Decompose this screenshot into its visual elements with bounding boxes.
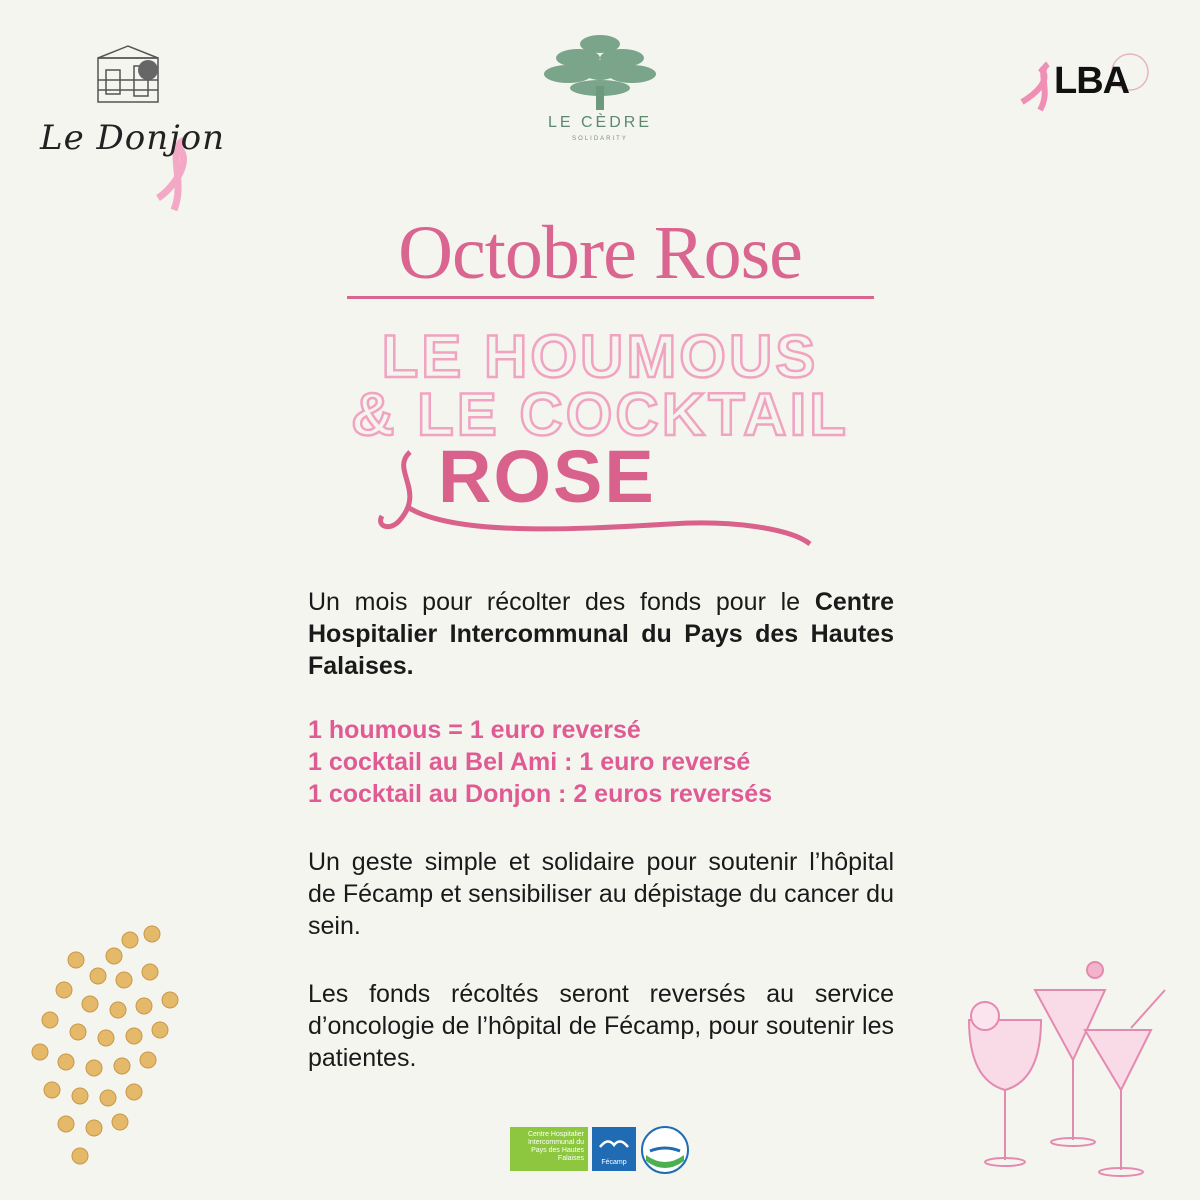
- logo-le-cedre: [530, 30, 670, 150]
- page-title: Octobre Rose: [398, 211, 802, 295]
- logo-lba: [1018, 50, 1158, 120]
- seagull-icon: [592, 1127, 636, 1157]
- intro-bold-text: Centre Hospitalier Intercommunal du Pays des Hautes Falaises.: [308, 588, 894, 680]
- paragraph-solidarity: Un geste simple et solidaire pour soutenir l’hôpital de Fécamp et sensibiliser au dépistage du cancer du sein.: [308, 848, 894, 940]
- chi-logo: Centre Hospitalier Intercommunal du Pays des Hautes Falaises: [510, 1127, 588, 1171]
- donation-list: [308, 714, 894, 810]
- intro-paragraph: [308, 586, 894, 682]
- donjon-logo-text: Le Donjon: [40, 118, 226, 158]
- fecamp-logo-text: Fécamp: [601, 1159, 627, 1166]
- paragraph-funds: Les fonds récoltés seront reversés au service d’oncologie de l’hôpital de Fécamp, pour soutenir les patientes.: [308, 980, 894, 1072]
- fecamp-logo: [592, 1127, 636, 1171]
- seal-logo: [640, 1125, 690, 1175]
- lba-logo-text: LBA: [1054, 60, 1130, 102]
- subtitle-line-1: LE HOUMOUS: [381, 323, 819, 390]
- cedar-tree-icon: [530, 30, 670, 114]
- intro-text: Un mois pour récolter des fonds pour le: [308, 588, 801, 616]
- donation-item: 1 cocktail au Bel Ami : 1 euro reversé: [308, 748, 751, 776]
- donation-item: 1 houmous = 1 euro reversé: [308, 716, 641, 744]
- subtitle-line-3: ROSE: [438, 435, 656, 518]
- title-divider: [347, 296, 874, 299]
- main-content: [308, 586, 894, 1074]
- donation-item: 1 cocktail au Donjon : 2 euros reversés: [308, 780, 773, 808]
- cedre-logo-text: LE CÈDRE: [547, 114, 653, 131]
- cedre-logo-subtitle: SOLIDARITY: [572, 136, 628, 142]
- subtitle-line-2: & LE COCKTAIL: [351, 381, 849, 448]
- chickpeas-illustration: [20, 920, 220, 1170]
- partner-logos: [510, 1125, 695, 1175]
- logo-le-donjon: [36, 40, 236, 220]
- cocktails-illustration: [955, 950, 1185, 1190]
